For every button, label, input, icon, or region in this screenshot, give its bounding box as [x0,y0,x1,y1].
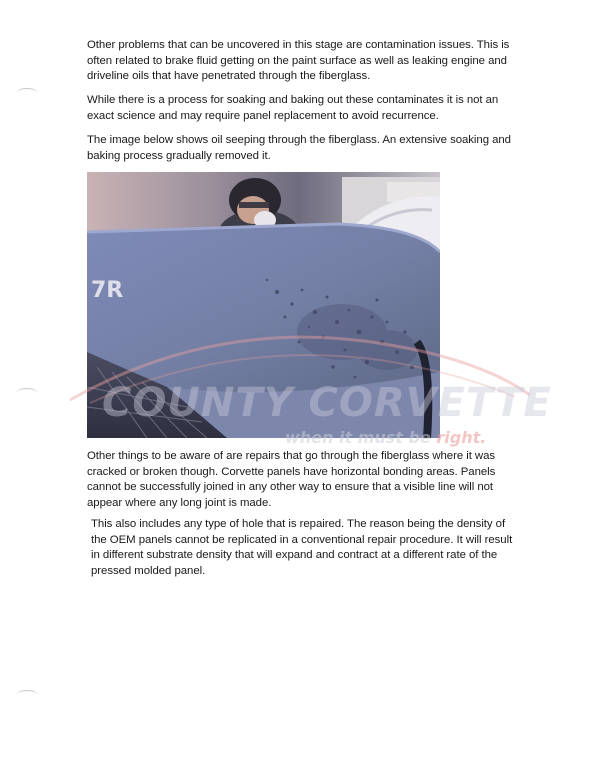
paragraph-contamination: Other problems that can be uncovered in this stage are contamination issues. This is often related to brake fluid getting on the paint surface as well as leaking engine and driveline oils that have penetrated through the fiberglass. [87,39,510,83]
punch-hole-mark [16,388,38,399]
watermark-name: COUNTY CORVETTE [102,380,552,426]
paragraph-bonding-areas: Other things to be aware of are repairs that go through the fiberglass where it was cracked or broken though. Corvette panels have horizontal bonding areas. Panels cannot be successfully joined in any other way to ensure that a visible line will not appear where any long joint is made. [87,450,496,509]
paragraph-soaking-baking: While there is a process for soaking and baking out these contaminates it is not an exact science and may require panel replacement to avoid recurrence. [87,94,499,122]
paragraph-hole-repair: This also includes any type of hole that is repaired. The reason being the density of the OEM panels cannot be replicated in a conventional repair procedure. It will result in different substrate density that will expand and contract at a different rate of the pressed molded panel. [91,518,513,577]
watermark-tagline-accent: right. [436,428,487,447]
photo-overlay-text: 7R [91,278,124,303]
punch-hole-mark [16,690,38,701]
oil-seepage-photo [87,172,440,438]
watermark-tagline-lead: when it must be [285,428,437,447]
paragraph-image-caption: The image below shows oil seeping through the fiberglass. An extensive soaking and baking process gradually removed it. [87,134,511,162]
punch-hole-mark [16,88,38,99]
